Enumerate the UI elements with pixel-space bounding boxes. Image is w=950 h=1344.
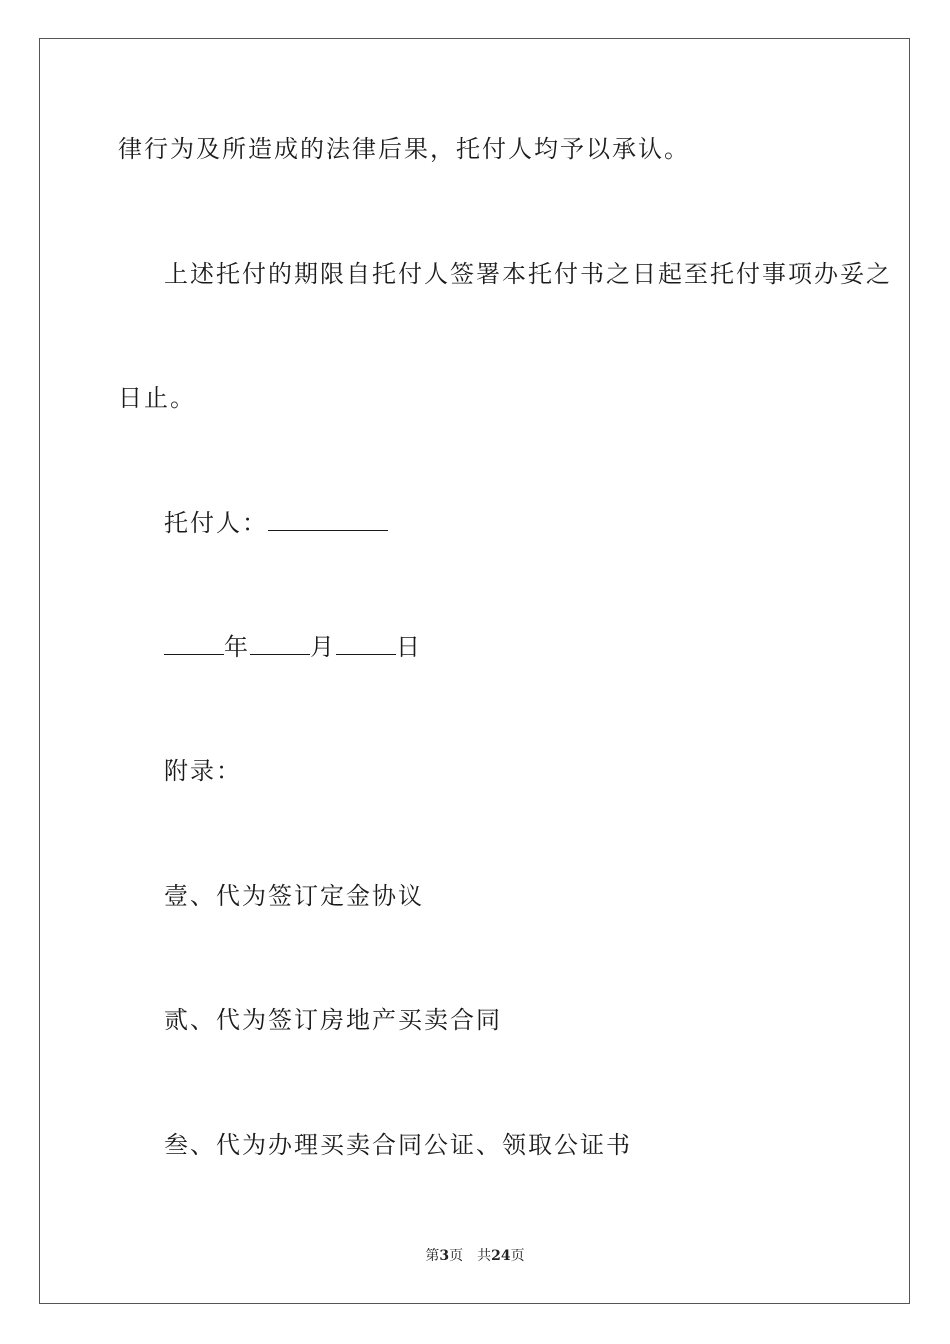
appendix-item: 壹、代为签订定金协议 xyxy=(164,882,424,910)
date-line xyxy=(164,632,422,662)
signature-line xyxy=(164,508,388,538)
page-border xyxy=(39,38,910,1304)
day-label: 日 xyxy=(396,633,422,661)
paragraph-term-period: 上述托付的期限自托付人签署本托付书之日起至托付事项办妥之 xyxy=(164,260,892,288)
signature-blank xyxy=(268,508,388,531)
page-prefix: 第 xyxy=(425,1248,440,1264)
day-blank xyxy=(336,632,396,655)
month-label: 月 xyxy=(310,633,336,661)
appendix-item: 贰、代为签订房地产买卖合同 xyxy=(164,1006,502,1034)
appendix-title: 附录： xyxy=(164,757,242,785)
total-prefix: 共 xyxy=(477,1248,492,1264)
paragraph-term-end: 日止。 xyxy=(118,384,196,412)
total-suffix: 页 xyxy=(510,1248,525,1264)
month-blank xyxy=(250,632,310,655)
page-footer xyxy=(0,1246,950,1266)
signature-label: 托付人： xyxy=(164,509,268,537)
appendix-item: 叁、代为办理买卖合同公证、领取公证书 xyxy=(164,1131,632,1159)
page-suffix: 页 xyxy=(449,1248,464,1264)
year-blank xyxy=(164,632,224,655)
paragraph-continuation: 律行为及所造成的法律后果，托付人均予以承认。 xyxy=(118,135,690,163)
total-pages: 24 xyxy=(491,1248,511,1264)
year-label: 年 xyxy=(224,633,250,661)
page-number: 3 xyxy=(439,1248,450,1264)
